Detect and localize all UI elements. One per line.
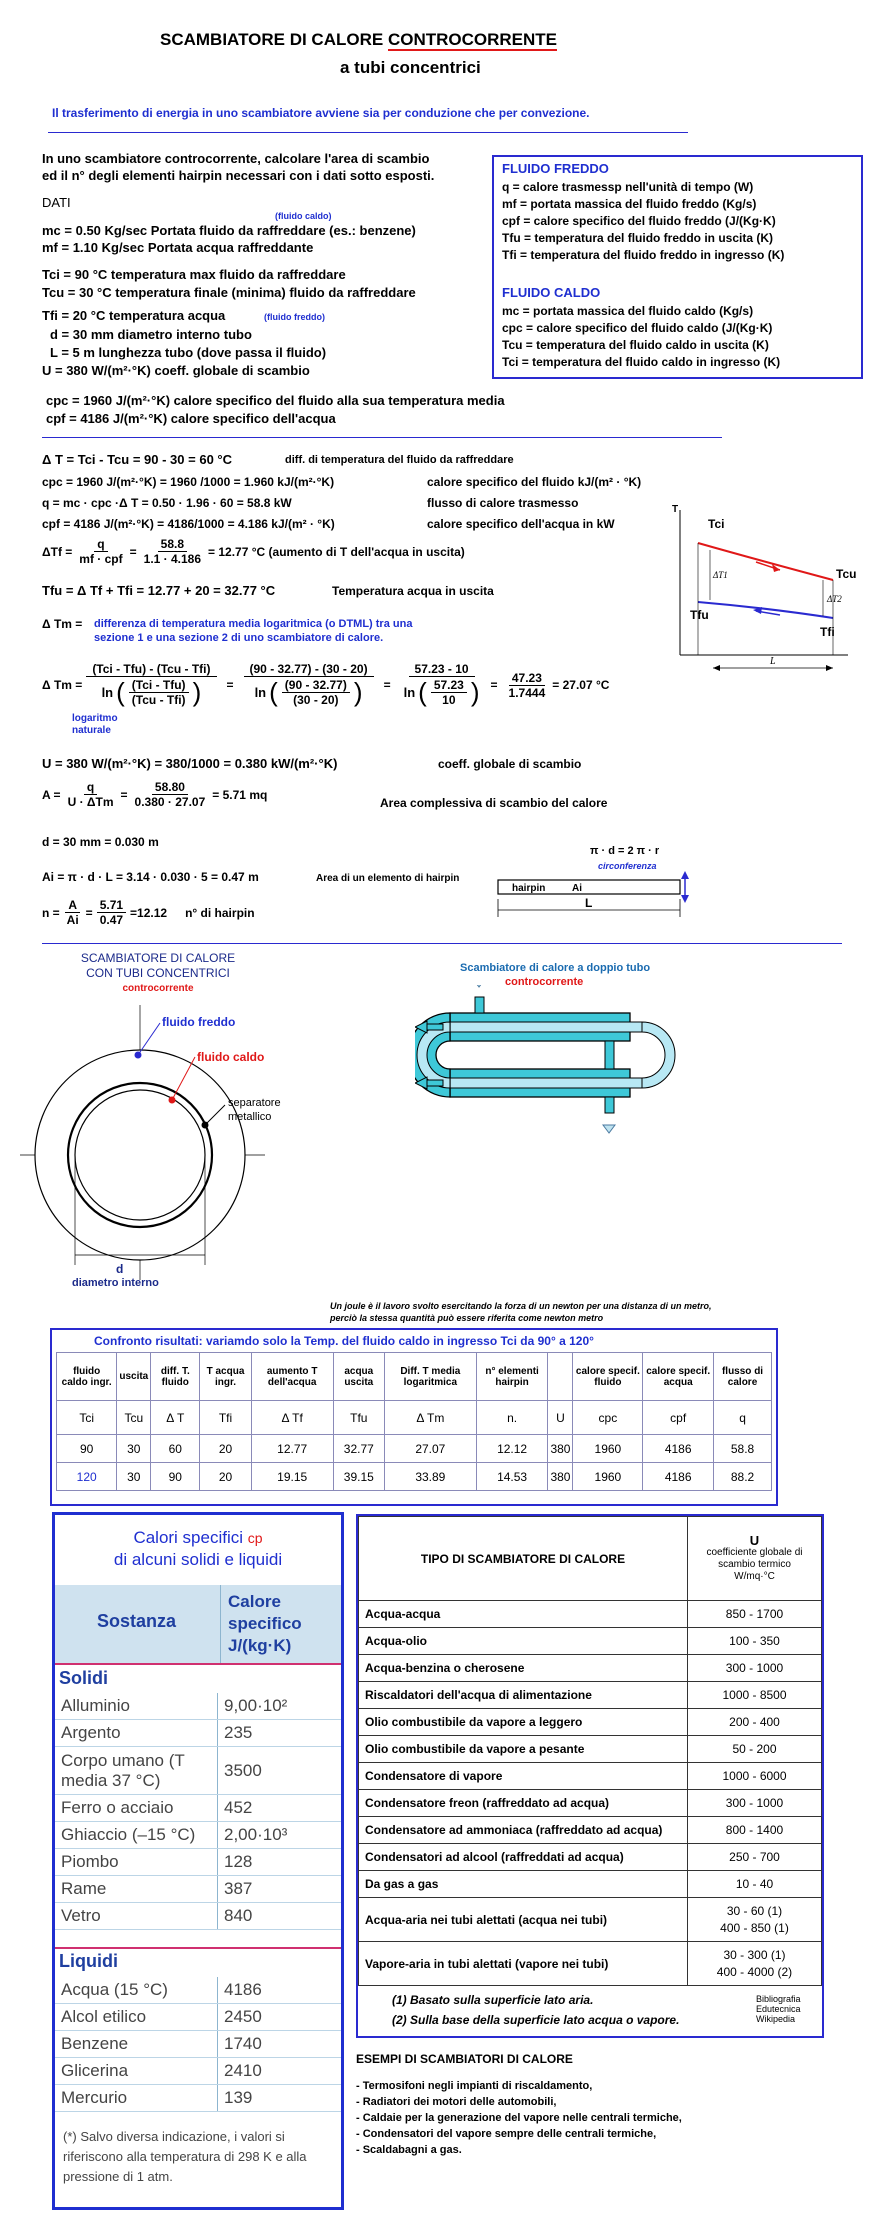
calc-ai-note: Area di un elemento di hairpin [316, 873, 460, 884]
compare-table-title: Confronto risultati: variamdo solo la Temp. del fluido caldo in ingresso Tci da 90° a 120° [94, 1334, 594, 1348]
double-tube-subtitle: controcorrente [505, 976, 584, 988]
dtm-formula: Δ Tm = (Tci - Tfu) - (Tcu - Tfi) ln ( $\frac{\text{(Tci - Tfu)}}{\text{(Tcu - Tfi)}}$ ) = (90 - 32.77) - (30 - 20) ln ( $\frac{(90 - 32.77)}{(30 - 20)}$ ) = 57.23 - 10 ln ( $\frac{57.23}{10}$ ) = $\frac{47.23}{1.7444}$ = 27.07 °C [42, 662, 610, 707]
calc-tfu-note: Temperatura acqua in uscita [332, 584, 494, 598]
data-list-1: mc = 0.50 Kg/sec Portata fluido da raffreddare (es.: benzene) mf = 1.10 Kg/sec Portata acqua raffreddante [42, 223, 416, 255]
table-row: Condensatore freon (raffreddato ad acqua) 300 - 1000 [359, 1790, 822, 1817]
hairpin-element-diagram [490, 855, 700, 930]
calori-specifici-box [52, 1512, 344, 2210]
diameter-d-label: d [116, 1262, 124, 1276]
calori-note: (*) Salvo diversa indicazione, i valori si riferiscono alla temperatura di 298 K e alla pressione di 1 atm. [63, 2129, 307, 2184]
calc-cpc-note: calore specifico del fluido kJ/(m² · °K) [427, 475, 642, 489]
diametro-interno-label: diametro interno [72, 1277, 159, 1289]
calc-q: q = mc · cpc ·Δ T = 0.50 · 1.96 · 60 = 58.8 kW [42, 496, 292, 510]
calori-title: Calori specifici cp di alcuni solidi e liquidi [113, 1528, 283, 1569]
list-item: - Termosifoni negli impianti di riscaldamento, [356, 2080, 593, 2092]
table-row: Piombo 128 [55, 1849, 341, 1876]
divider [42, 437, 722, 438]
list-item: - Condensatori del vapore sempre delle centrali termiche, [356, 2128, 657, 2140]
calc-n: n = $\frac{A}{Ai}$ = $\frac{5.71}{0.47}$ =12.12 n° di hairpin [42, 898, 255, 927]
list-item: - Radiatori dei motori delle automobili, [356, 2096, 557, 2108]
compare-table [56, 1352, 772, 1491]
fluido-freddo-note: (fluido freddo) [264, 312, 325, 322]
liquidi-label: Liquidi [59, 1951, 118, 1971]
table-row: Condensatore di vapore 1000 - 6000 [359, 1763, 822, 1790]
graph-tcu-label: Tcu [836, 567, 857, 581]
calc-ai: Ai = π · d · L = 3.14 · 0.030 · 5 = 0.47 m [42, 870, 259, 884]
tipo-biblio: Bibliografia Edutecnica Wikipedia [756, 1994, 801, 2024]
legend-freddo-title: FLUIDO FREDDO [502, 161, 609, 176]
log-note: logaritmo naturale [72, 713, 118, 736]
section-fig-title: SCAMBIATORE DI CALORE CON TUBI CONCENTRICI controcorrente [80, 951, 236, 994]
concentric-tube-section [20, 1005, 310, 1285]
table-row: Ghiaccio (–15 °C) 2,00·10³ [55, 1822, 341, 1849]
solidi-label: Solidi [59, 1668, 108, 1688]
divider [42, 943, 842, 944]
legend-caldo-list: mc = portata massica del fluido caldo (Kg/s) cpc = calore specifico del fluido caldo (J/(Kg·K) Tcu = temperatura del fluido caldo in uscita (K) Tci = temperatura del fluido caldo in ingresso (K) [502, 304, 781, 369]
graph-tfu-label: Tfu [690, 608, 709, 622]
table-row: Acqua-acqua 850 - 1700 [359, 1601, 822, 1628]
legend-freddo-list: q = calore trasmessp nell'unità di tempo (W) mf = portata massica del fluido freddo (Kg/s) cpf = calore specifico del fluido freddo (J/(Kg·K) Tfu = temperatura del fluido freddo in uscita (K) Tfi = temperatura del fluido freddo in ingresso (K) [502, 180, 785, 262]
joule-note: Un joule è il lavoro svolto esercitando la forza di un newton per una distanza di un metro, perciò la stessa quantità può essere riferita come newton metro [330, 1301, 712, 1323]
calc-cpc: cpc = 1960 J/(m²·°K) = 1960 /1000 = 1.960 kJ/(m²·°K) [42, 475, 335, 489]
page-title: SCAMBIATORE DI CALORE CONTROCORRENTE [160, 30, 557, 49]
data-list-4: cpc = 1960 J/(m²·°K) calore specifico del fluido alla sua temperatura media cpf = 4186 J/(m²·°K) calore specifico dell'acqua [46, 393, 505, 426]
table-row: Da gas a gas 10 - 40 [359, 1871, 822, 1898]
legend-caldo-title: FLUIDO CALDO [502, 285, 601, 300]
col-tipo: TIPO DI SCAMBIATORE DI CALORE [359, 1517, 688, 1601]
divider [48, 132, 688, 133]
table-row: Condensatore ad ammoniaca (raffreddato ad acqua) 800 - 1400 [359, 1817, 822, 1844]
table-row: Condensatori ad alcool (raffreddati ad acqua) 250 - 700 [359, 1844, 822, 1871]
table-row: Benzene 1740 [55, 2031, 341, 2058]
table-row: 120 30 90 20 19.15 39.15 33.89 14.53 380 1960 4186 88.2 [57, 1463, 772, 1491]
table-row: Mercurio 139 [55, 2085, 341, 2112]
calc-u-note: coeff. globale di scambio [438, 757, 582, 771]
table-row: Ferro o acciaio 452 [55, 1795, 341, 1822]
fluido-caldo-label: fluido caldo [197, 1050, 265, 1064]
calc-a: A = $\frac{q}{\text{U · ΔTm}}$ = $\frac{58.80}{0.380 \cdot 27.07}$ = 5.71 mq [42, 780, 268, 809]
double-tube-title: Scambiatore di calore a doppio tubo [460, 962, 651, 974]
temperature-graph [668, 500, 868, 685]
table-row: Acqua-olio 100 - 350 [359, 1628, 822, 1655]
col-sostanza: Sostanza [97, 1611, 177, 1631]
calc-dt: Δ T = Tci - Tcu = 90 - 30 = 60 °C [42, 452, 232, 467]
list-item: - Scaldabagni a gas. [356, 2144, 462, 2156]
hairpin-l-label: L [585, 896, 593, 910]
table-row: Acqua-benzina o cherosene 300 - 1000 [359, 1655, 822, 1682]
calori-header [55, 1585, 341, 1665]
table-row: Vetro 840 [55, 1903, 341, 1930]
compare-table-box [50, 1328, 778, 1506]
separatore-label: separatore metallico [228, 1097, 281, 1123]
cold-fluid-curve [698, 602, 833, 618]
table-header-row [359, 1517, 822, 1601]
hairpin-ai-label: Ai [572, 883, 582, 894]
graph-dt2-label: ΔT2 [827, 594, 842, 604]
page-subtitle: a tubi concentrici [340, 58, 481, 77]
calc-cpf-note: calore specifico dell'acqua in kW [427, 517, 615, 531]
fluido-freddo-label: fluido freddo [162, 1015, 236, 1029]
table-row: Alcol etilico 2450 [55, 2004, 341, 2031]
data-list-2: Tci = 90 °C temperatura max fluido da raffreddare Tcu = 30 °C temperatura finale (minima) fluido da raffreddare [42, 267, 416, 300]
table-header-row: fluido caldo ingr. uscita diff. T. fluido T acqua ingr. aumento T dell'acqua acqua uscita Diff. T media logaritmica n° elementi hairpin calore specif. fluido calore specif. acqua flusso di calore [57, 1353, 772, 1401]
table-row: Glicerina 2410 [55, 2058, 341, 2085]
col-calore: Calore specifico J/(kg·K) [228, 1592, 302, 1655]
table-row: Alluminio 9,00·10² [55, 1693, 341, 1720]
dati-label: DATI [42, 195, 71, 210]
list-item: - Caldaie per la generazione del vapore nelle centrali termiche, [356, 2112, 682, 2124]
tipo-table [358, 1516, 822, 1986]
table-row: Vapore-aria in tubi alettati (vapore nei tubi) 30 - 300 (1) 400 - 4000 (2) [359, 1942, 822, 1986]
calc-q-note: flusso di calore trasmesso [427, 496, 579, 510]
solidi-table [55, 1693, 341, 1930]
graph-t-axis-label: T [672, 504, 679, 515]
dtm-label: Δ Tm = [42, 617, 83, 631]
hairpin-circ-label: circonferenza [598, 861, 657, 871]
legend-box [492, 155, 863, 379]
calc-dtf: ΔTf = $\frac{q}{\text{mf · cpf}}$ = $\frac{58.8}{1.1 \cdot 4.186}$ = 12.77 °C (aumento di T dell'acqua in uscita) [42, 537, 465, 566]
dtm-definition: differenza di temperatura media logaritmica (o DTML) tra una sezione 1 e una sezione 2 di uno scambiatore di calore. [94, 618, 413, 644]
table-row: Olio combustibile da vapore a pesante 50 - 200 [359, 1736, 822, 1763]
graph-tfi-label: Tfi [820, 625, 835, 639]
col-u: U coefficiente globale di scambio termico W/mq·°C [688, 1517, 822, 1601]
table-row: Argento 235 [55, 1720, 341, 1747]
graph-dt1-label: ΔT1 [713, 570, 728, 580]
table-row: 90 30 60 20 12.77 32.77 27.07 12.12 380 1960 4186 58.8 [57, 1435, 772, 1463]
table-row: Acqua (15 °C) 4186 [55, 1977, 341, 2004]
tfi-line: Tfi = 20 °C temperatura acqua [42, 308, 226, 323]
graph-l-label: L [770, 656, 776, 667]
problem-statement: In uno scambiatore controcorrente, calcolare l'area di scambio ed il n° degli elementi hairpin necessari con i dati sotto esposti. [42, 151, 435, 183]
double-tube-diagram [415, 985, 715, 1135]
table-row: Rame 387 [55, 1876, 341, 1903]
calc-cpf: cpf = 4186 J/(m²·°K) = 4186/1000 = 4.186 kJ/(m² · °K) [42, 517, 335, 531]
calc-dt-note: diff. di temperatura del fluido da raffreddare [285, 454, 514, 466]
hairpin-label: hairpin [512, 883, 546, 894]
tipo-scambiatore-box [356, 1514, 824, 2038]
liquidi-table [55, 1977, 341, 2112]
calc-u: U = 380 W/(m²·°K) = 380/1000 = 0.380 kW/(m²·°K) [42, 756, 338, 771]
esempi-title: ESEMPI DI SCAMBIATORI DI CALORE [356, 2052, 573, 2066]
esempi-list [356, 2078, 682, 2158]
data-list-3: d = 30 mm diametro interno tubo L = 5 m lunghezza tubo (dove passa il fluido) U = 380 W/(m²·°K) coeff. globale di scambio [42, 327, 327, 378]
calc-tfu: Tfu = Δ Tf + Tfi = 12.77 + 20 = 32.77 °C [42, 583, 276, 598]
intro-text: Il trasferimento di energia in uno scambiatore avviene sia per conduzione che per convezione. [52, 106, 590, 120]
graph-tci-label: Tci [708, 517, 725, 531]
fluido-caldo-note: (fluido caldo) [275, 211, 332, 221]
table-row: Riscaldatori dell'acqua di alimentazione 1000 - 8500 [359, 1682, 822, 1709]
calc-a-note: Area complessiva di scambio del calore [380, 796, 608, 810]
calc-d: d = 30 mm = 0.030 m [42, 835, 159, 849]
table-row: Olio combustibile da vapore a leggero 200 - 400 [359, 1709, 822, 1736]
table-row: Corpo umano (T media 37 °C) 3500 [55, 1747, 341, 1795]
hairpin-formula: π · d = 2 π · r [590, 845, 660, 857]
table-symbol-row: Tci Tcu Δ T Tfi Δ Tf Tfu Δ Tm n. U cpc cpf q [57, 1401, 772, 1435]
tipo-notes: (1) Basato sulla superficie lato aria. (2) Sulla base della superficie lato acqua o vapore. [392, 1993, 680, 2027]
table-row: Acqua-aria nei tubi alettati (acqua nei tubi) 30 - 60 (1) 400 - 850 (1) [359, 1898, 822, 1942]
